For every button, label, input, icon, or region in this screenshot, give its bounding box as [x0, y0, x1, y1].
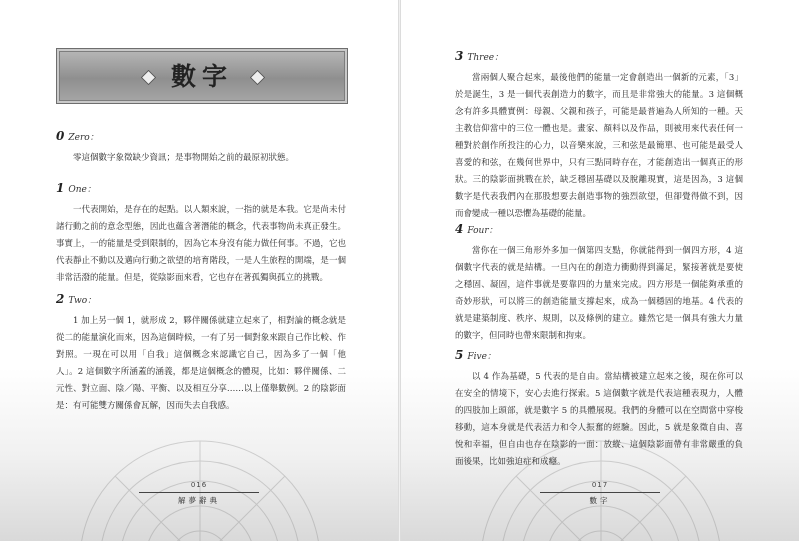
section-three — [455, 48, 743, 223]
section-name: Four： — [467, 226, 498, 236]
section-name: Two： — [68, 296, 97, 306]
section-name: One： — [68, 185, 96, 195]
section-name: Zero： — [68, 133, 99, 143]
section-number: 2 — [56, 292, 65, 306]
section-text: 當兩個人聚合起來，最後他們的能量一定會創造出一個新的元素，「3」於是誕生，3 是一個代表創造力的數字，而且是非常強大的能量。3 這個概念有許多具體實例：母親、父親和孩子，可能是最普遍為人所知的一種。天主教信仰當中的三位一體也是。畫家、顏料以及作品，則被用來代表任何一種對於創作所投注的心力，以音樂來說，三和弦是最簡單、也可能是最受人喜愛的和弦，在幾何世界中，只有三點同時存在，才能創造出一個真正的形狀。三的陰影面挑戰在於，缺乏穩固基礎以及脫離現實，這是因為，3 這個數字是代表我們內在那股想要去創造事物的強烈欲望，但卻覺得做不到，因而會變成一種以恐懼為基礎的能量。 — [455, 73, 743, 219]
footer-rule — [139, 492, 259, 493]
section-number: 1 — [56, 181, 65, 195]
right-page — [401, 0, 799, 541]
section-heading — [455, 48, 743, 62]
section-number: 4 — [455, 222, 464, 236]
section-five — [455, 347, 743, 471]
section-number: 3 — [455, 49, 464, 63]
running-title: 解夢辭典 — [178, 496, 220, 505]
section-heading — [56, 128, 346, 142]
section-heading — [56, 291, 346, 305]
section-heading — [455, 347, 743, 361]
running-title: 數字 — [589, 496, 611, 505]
chapter-title: 數字 — [170, 62, 233, 91]
section-name: Five： — [467, 352, 496, 362]
section-one — [56, 180, 346, 287]
section-name: Three： — [467, 53, 504, 63]
section-text: 零這個數字象徵缺少資訊；是事物開始之前的最原初狀態。 — [73, 153, 295, 163]
section-text: 1 加上另一個 1，就形成 2，夥伴關係就建立起來了，相對論的概念就是從二的能量演化而來，因為這個時候，一有了另一個對象來跟自己作比較、作對照。一現在可以用「自我」這個概念來認識它自己，因為多了一個「他人」。2 這個數字所涵蓋的涵義，都是這個概念的體現，比如：夥伴關係、二元性、對立面、陰／陽、平衡、以及相互分享……以上僅舉數例。2 的陰影面是：有可能雙方關係會瓦解，因而失去自我感。 — [56, 316, 346, 411]
section-number: 0 — [56, 129, 65, 143]
section-text: 當你在一個三角形外多加一個第四支點，你就能得到一個四方形，4 這個數字代表的就是結構。一旦內在的創造力衝動得到滿足，緊接著就是要使之穩固、凝固，這件事就是要靠四的力量來完成。四方形是一個能夠承重的奇妙形狀，可以將三的創造能量支撐起來，成為一個穩固的地基。4 代表的就是建築制度、秩序、規則，以及條例的建立。雖然它是一個具有強大力量的數字，但同時也帶來限制和拘束。 — [455, 246, 743, 341]
section-four — [455, 221, 743, 345]
section-heading — [455, 221, 743, 235]
chapter-banner — [56, 48, 348, 104]
page-footer — [540, 481, 660, 506]
page-number: 017 — [591, 481, 609, 489]
section-zero — [56, 128, 346, 167]
section-number: 5 — [455, 348, 464, 362]
section-text: 一代表開始，是存在的起點。以人類來說，一指的就是本我。它是尚未付諸行動之前的意念型態，因此也蘊含著潛能的概念，代表事物尚未真正發生。事實上，一的能量是受到限制的，因為它本身沒有能力做任何事。不過，它也代表靜止不動以及邁向行動之欲望的培育階段，一是人生旅程的開端，是一個非常活潑的能量。但是，從陰影面來看，它也存在著孤獨與孤立的挑戰。 — [56, 205, 346, 283]
footer-rule — [540, 492, 660, 493]
page-footer — [139, 481, 259, 506]
page-number: 016 — [190, 481, 208, 489]
left-page — [0, 0, 398, 541]
section-heading — [56, 180, 346, 194]
section-text: 以 4 作為基礎，5 代表的是自由。當結構被建立起來之後，現在你可以在安全的情境下，安心去進行探索。5 這個數字就是代表這種表現力，人體的四肢加上頭部，就是數字 5 的具體展現。我們的身體可以在空間當中穿梭移動，這本身就是代表活力和令人振奮的經驗。因此，5 就是象徵自由、喜悅和幸福，但自由也存在陰影的一面：放縱、這個陰影面帶有非常嚴重的負面後果，比如強迫症和成癮。 — [455, 372, 743, 467]
section-two — [56, 291, 346, 415]
